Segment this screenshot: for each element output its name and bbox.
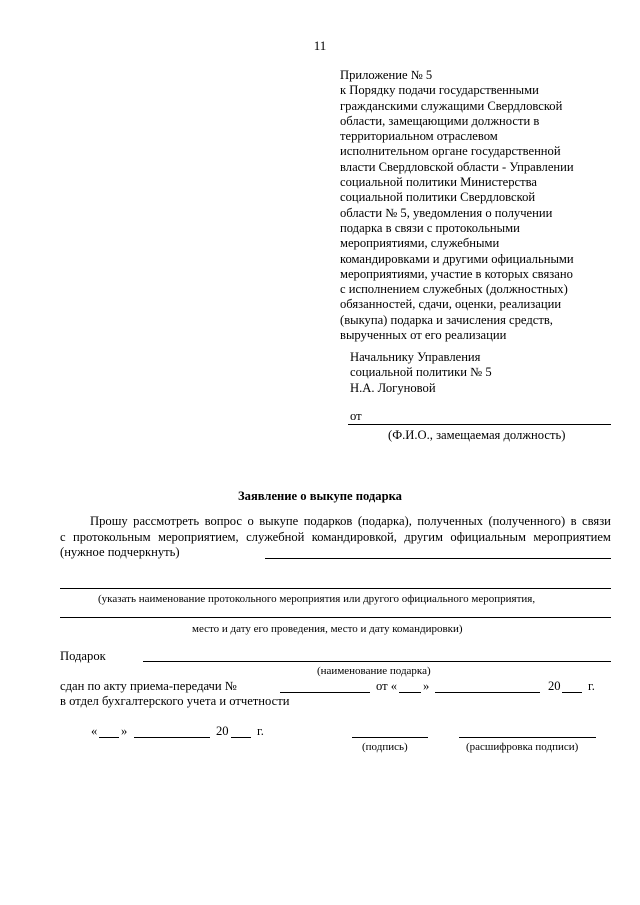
act-year-line[interactable] [562,692,582,693]
sig-day-line[interactable] [99,737,119,738]
appendix-line: мероприятиями, участие в которых связано [340,266,573,281]
signature-decode-caption: (расшифровка подписи) [466,741,579,753]
appendix-line: социальной политики Свердловской [340,190,536,205]
event-fill-line-3[interactable] [60,617,611,618]
appendix-line: исполнительном органе государственной [340,144,561,159]
document-title: Заявление о выкупе подарка [238,489,402,503]
act-from: от « [376,679,398,693]
appendix-line: вырученных от его реализации [340,328,507,343]
body-line-3: (нужное подчеркнуть) [60,545,180,559]
body-word: официальным [450,530,526,544]
signature-caption: (подпись) [362,741,408,753]
body-word: о [247,514,254,528]
appendix-line: власти Свердловской области - Управлении [340,159,574,174]
from-label: от [350,409,362,423]
appendix-line: Приложение № 5 [340,68,433,82]
appendix-line: командировками и другими официальными [340,251,574,266]
signature-line[interactable] [352,737,428,738]
appendix-line: гражданскими служащими Свердловской [340,98,563,113]
sig-year-prefix: 20 [216,724,229,738]
signature-decode-line[interactable] [459,737,596,738]
body-word: другим [404,530,444,544]
sig-year-suffix: г. [257,724,264,738]
sig-close-quote: » [121,724,128,738]
body-word: в [570,514,577,528]
sig-month-line[interactable] [134,737,210,738]
event-fill-line-1[interactable] [265,558,611,559]
sig-open-quote: « [91,724,98,738]
act-year-prefix: 20 [548,679,561,693]
body-line-1 [90,514,611,529]
addressee-line: Начальнику Управления [350,350,481,364]
act-close-quote: » [423,679,430,693]
body-word: Прошу [90,514,128,528]
event-caption-2: место и дату его проведения, место и дату командировки) [192,623,463,635]
event-fill-line-2[interactable] [60,588,611,589]
appendix-line: территориальном отраслевом [340,129,498,144]
appendix-line: обязанностей, сдачи, оценки, реализации [340,297,562,312]
body-word: мероприятием [533,530,611,544]
from-caption: (Ф.И.О., замещаемая должность) [388,428,566,442]
appendix-line: социальной политики Министерства [340,175,538,190]
body-word: с [60,530,66,544]
page-number: 11 [313,38,327,53]
act-text: сдан по акту приема-передачи № [60,679,237,693]
body-word: командировкой, [311,530,397,544]
act-day-line[interactable] [399,692,421,693]
body-word: протокольным [72,530,151,544]
body-word: подарков [303,514,353,528]
addressee-block [350,350,492,396]
body-word: (подарка), [357,514,412,528]
body-word: мероприятием, [158,530,239,544]
body-word: полученных [417,514,483,528]
appendix-line: (выкупа) подарка и зачисления средств, [340,312,553,327]
appendix-block [340,68,600,343]
act-month-line[interactable] [435,692,540,693]
appendix-line: подарка в связи с протокольными [340,220,520,235]
appendix-line: к Порядку подачи государственными [340,83,539,98]
appendix-line: области, замещающими должности в [340,113,540,128]
body-word: связи [582,514,611,528]
body-word: служебной [246,530,305,544]
act-year-suffix: г. [588,679,595,693]
body-word: рассмотреть [133,514,200,528]
addressee-line: социальной политики № 5 [350,365,492,380]
appendix-line: с исполнением служебных (должностных) [340,282,568,297]
body-line-2 [60,530,611,545]
gift-fill-line[interactable] [143,661,611,662]
body-word: (полученного) [488,514,566,528]
gift-label: Подарок [60,649,106,663]
body-word: выкупе [259,514,299,528]
from-fill-line[interactable] [348,424,611,425]
gift-caption: (наименование подарка) [317,665,431,677]
body-word: вопрос [204,514,242,528]
act-department: в отдел бухгалтерского учета и отчетности [60,694,290,708]
act-number-line[interactable] [280,692,370,693]
appendix-line: мероприятиями, служебными [340,236,500,251]
appendix-line: области № 5, уведомления о получении [340,205,553,220]
event-caption-1: (указать наименование протокольного мероприятия или другого официального мероприятия, [98,593,536,605]
addressee-line: Н.А. Логуновой [350,380,436,395]
sig-year-line[interactable] [231,737,251,738]
